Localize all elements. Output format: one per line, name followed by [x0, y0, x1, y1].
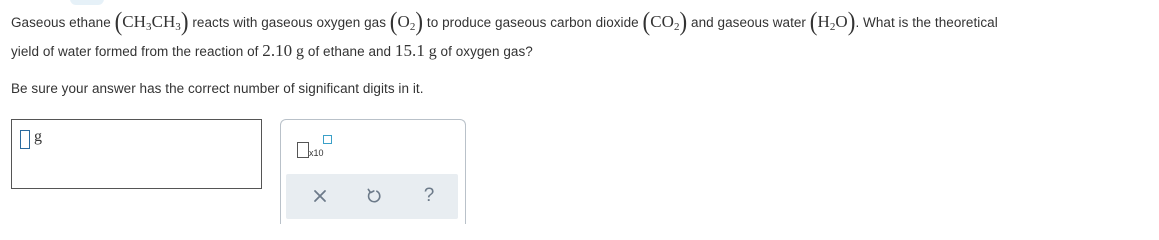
instruction-text: Be sure your answer has the correct number of significant digits in it.: [11, 81, 424, 96]
answer-cursor[interactable]: [20, 130, 30, 149]
exponent-box-icon: [323, 135, 332, 144]
close-paren: ): [415, 7, 424, 36]
answer-input[interactable]: [11, 119, 262, 189]
question-text: Gaseous ethane: [11, 15, 115, 30]
close-paren: ): [847, 7, 856, 36]
question-line-1: [11, 7, 998, 36]
question-tab-indicator: [70, 0, 104, 5]
open-paren: (: [809, 7, 818, 36]
co2-formula: $CO_2$: [650, 12, 680, 33]
x10-label: x10: [309, 148, 324, 158]
close-paren: ): [180, 7, 189, 36]
ethane-formula: $CH_3CH_3$: [122, 12, 181, 33]
help-button[interactable]: [419, 186, 439, 206]
question-line-2: [11, 41, 533, 62]
open-paren: (: [389, 7, 398, 36]
question-text: and gaseous water: [687, 15, 810, 30]
answer-unit: g: [34, 128, 42, 145]
open-paren: (: [114, 7, 123, 36]
question-text: . What is the theoretical: [855, 15, 998, 30]
scientific-notation-button[interactable]: [297, 134, 335, 160]
question-text: of ethane and: [304, 44, 395, 59]
clear-button[interactable]: [310, 186, 330, 206]
ethane-mass-value: 2.10: [262, 41, 293, 60]
math-tool-panel: [280, 119, 466, 224]
undo-button[interactable]: [364, 186, 384, 206]
oxygen-mass-unit: g: [428, 43, 437, 60]
question-text: reacts with gaseous oxygen gas: [188, 15, 390, 30]
help-icon: ?: [423, 185, 435, 206]
action-bar: [286, 174, 458, 219]
open-paren: (: [642, 7, 651, 36]
water-formula: $H_2O$: [817, 12, 848, 33]
oxygen-formula: $O_2$: [397, 12, 416, 33]
question-text: of oxygen gas?: [436, 44, 533, 59]
ethane-mass-unit: g: [296, 43, 305, 60]
oxygen-mass-value: 15.1: [394, 41, 425, 60]
question-text: to produce gaseous carbon dioxide: [423, 15, 643, 30]
undo-icon: [364, 186, 384, 206]
mantissa-box-icon: [297, 142, 309, 158]
question-text: yield of water formed from the reaction of: [11, 44, 263, 59]
close-paren: ): [679, 7, 688, 36]
close-icon: [310, 186, 330, 206]
